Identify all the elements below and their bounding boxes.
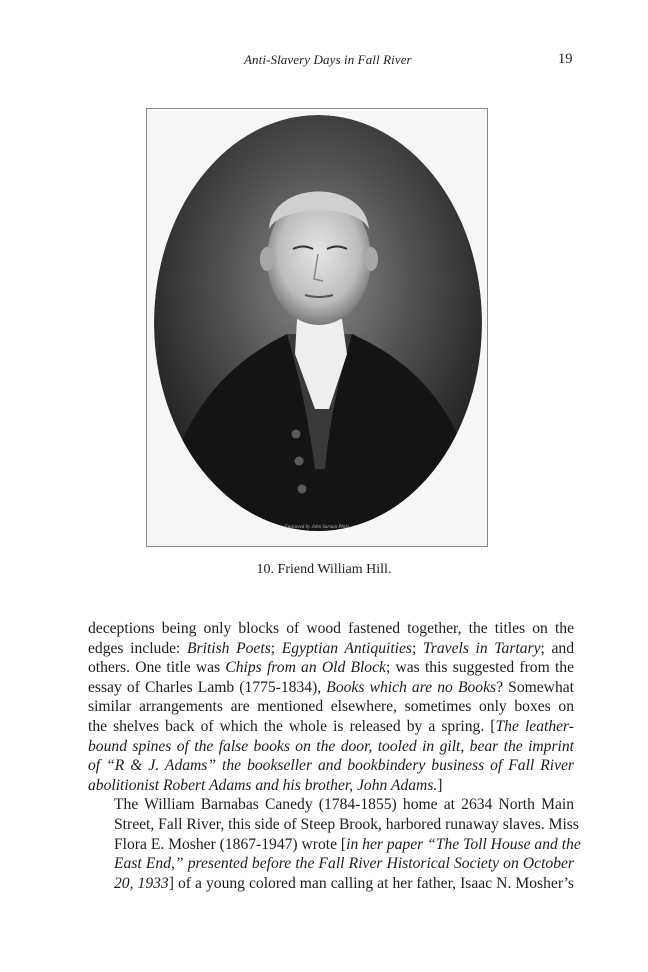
text-line (88, 639, 574, 659)
text-run: ; and (540, 639, 575, 657)
portrait-figure (146, 108, 488, 547)
text-run: ? Somewhat (496, 678, 574, 696)
text-line (88, 854, 574, 874)
text-run: ; was this suggested from the (385, 659, 574, 677)
italic-text: in her paper “The Toll House and the (346, 835, 581, 853)
text-run: Street, Fall River, this side of Steep Brook, harbored runaway slaves. Miss (114, 815, 579, 833)
text-run: The William Barnabas Canedy (1784-1855) home at 2634 North Main (114, 796, 574, 814)
italic-text: Books which are no Books (326, 678, 497, 696)
page-number: 19 (558, 51, 573, 67)
italic-text: Egyptian Antiquities (281, 639, 412, 657)
text-line (88, 756, 574, 776)
text-line (88, 658, 574, 678)
italic-text: Chips from an Old Block (225, 659, 386, 677)
left-ear (260, 247, 274, 271)
italic-text: abolitionist Robert Adams and his brother, John Adams. (88, 776, 438, 794)
portrait-engraving (147, 109, 488, 547)
paragraph (88, 619, 574, 795)
text-line (88, 815, 579, 835)
italic-text: Travels in Tartary (422, 639, 541, 657)
italic-text: The leather- (495, 717, 575, 735)
text-line (88, 737, 574, 757)
running-title: Anti-Slavery Days in Fall River (244, 52, 412, 67)
text-run: ; (411, 639, 423, 657)
italic-text: bound spines of the false books on the door, tooled in gilt, bear the imprint (88, 737, 574, 755)
text-line (88, 776, 574, 796)
text-run: Flora E. Mosher (1867-1947) wrote [ (114, 835, 347, 853)
text-line (88, 697, 574, 717)
text-line (88, 835, 581, 855)
text-run: edges include: (88, 639, 188, 657)
italic-text: 20, 1933 (114, 874, 169, 892)
figure-caption: 10. Friend William Hill. (256, 562, 392, 577)
text-line (88, 795, 574, 815)
text-run: ] (437, 776, 443, 794)
coat-button (292, 430, 301, 439)
text-line (88, 678, 574, 698)
text-run: others. One title was (88, 659, 226, 677)
text-run: ; (270, 639, 282, 657)
text-run: the shelves back of which the whole is released by a spring. [ (88, 717, 496, 735)
italic-text: British Poets (187, 639, 271, 657)
text-run: essay of Charles Lamb (1775-1834), (88, 678, 327, 696)
text-line (88, 717, 574, 737)
coat-button (298, 485, 307, 494)
text-line (88, 874, 574, 894)
paragraph (88, 795, 581, 893)
coat-button (295, 457, 304, 466)
body-text (88, 619, 581, 893)
italic-text: of “R & J. Adams” the bookseller and bookbindery business of Fall River (88, 757, 574, 775)
text-run: deceptions being only blocks of wood fastened together, the titles on the (88, 620, 574, 637)
text-run: ] of a young colored man calling at her father, Isaac N. Mosher’s (168, 874, 575, 892)
right-ear (364, 247, 378, 271)
text-line (88, 619, 574, 639)
running-header (0, 50, 648, 72)
text-run: similar arrangements are mentioned elsewhere, sometimes only boxes on (88, 698, 574, 716)
engraver-credit: Engraved by John Sartain Phila (284, 525, 350, 530)
italic-text: East End,” presented before the Fall River Historical Society on October (114, 855, 574, 873)
